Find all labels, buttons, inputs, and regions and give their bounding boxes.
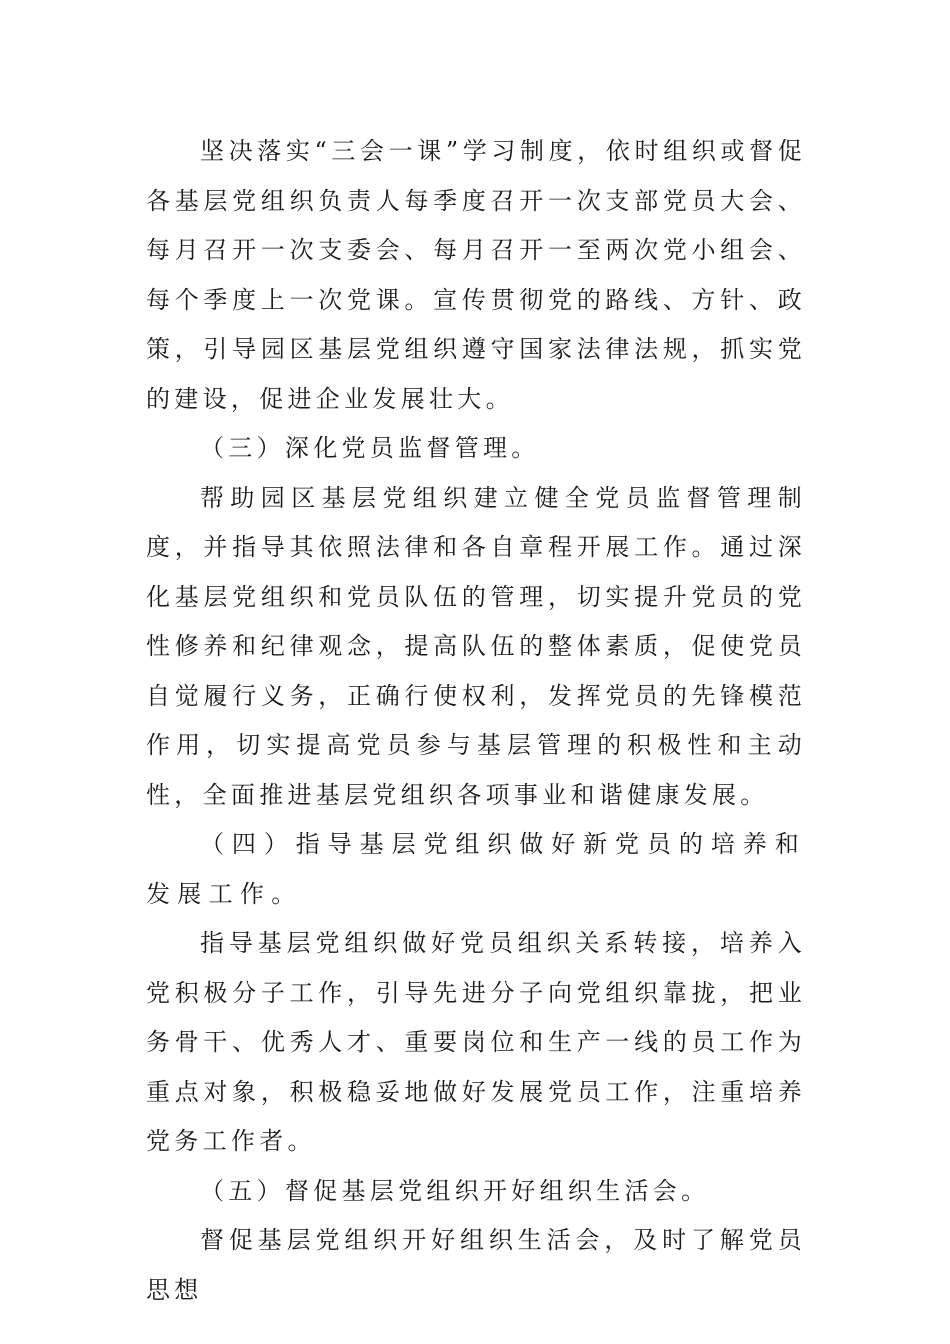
section-heading-4: （四）指导基层党组织做好新党员的培养和发展工作。 [146,830,806,908]
document-page [146,127,806,1315]
section-heading-3: （三）深化党员监督管理。 [200,434,540,462]
body-paragraph-2: 帮助园区基层党组织建立健全党员监督管理制度，并指导其依照法律和各自章程开展工作。通过深化基层党组织和党员队伍的管理，切实提升党员的党性修养和纪律观念，提高队伍的整体素质，促使党员自觉履行义务，正确行使权利，发挥党员的先锋模范作用，切实提高党员参与基层管理的积极性和主动性，全面推进基层党组织各项事业和谐健康发展。 [146,483,806,809]
body-paragraph-1: 坚决落实“三会一课”学习制度，依时组织或督促各基层党组织负责人每季度召开一次支部党员大会、每月召开一次支委会、每月召开一至两次党小组会、每个季度上一次党课。宣传贯彻党的路线、方针、政策，引导园区基层党组织遵守国家法律法规，抓实党的建设，促进企业发展壮大。 [146,137,806,413]
body-paragraph-3: 指导基层党组织做好党员组织关系转接，培养入党积极分子工作，引导先进分子向党组织靠拢，把业务骨干、优秀人才、重要岗位和生产一线的员工作为重点对象，积极稳妥地做好发展党员工作，注重培养党务工作者。 [146,929,806,1155]
body-paragraph-4: 督促基层党组织开好组织生活会，及时了解党员思想 [146,1226,806,1304]
section-heading-5: （五）督促基层党组织开好组织生活会。 [200,1176,710,1205]
